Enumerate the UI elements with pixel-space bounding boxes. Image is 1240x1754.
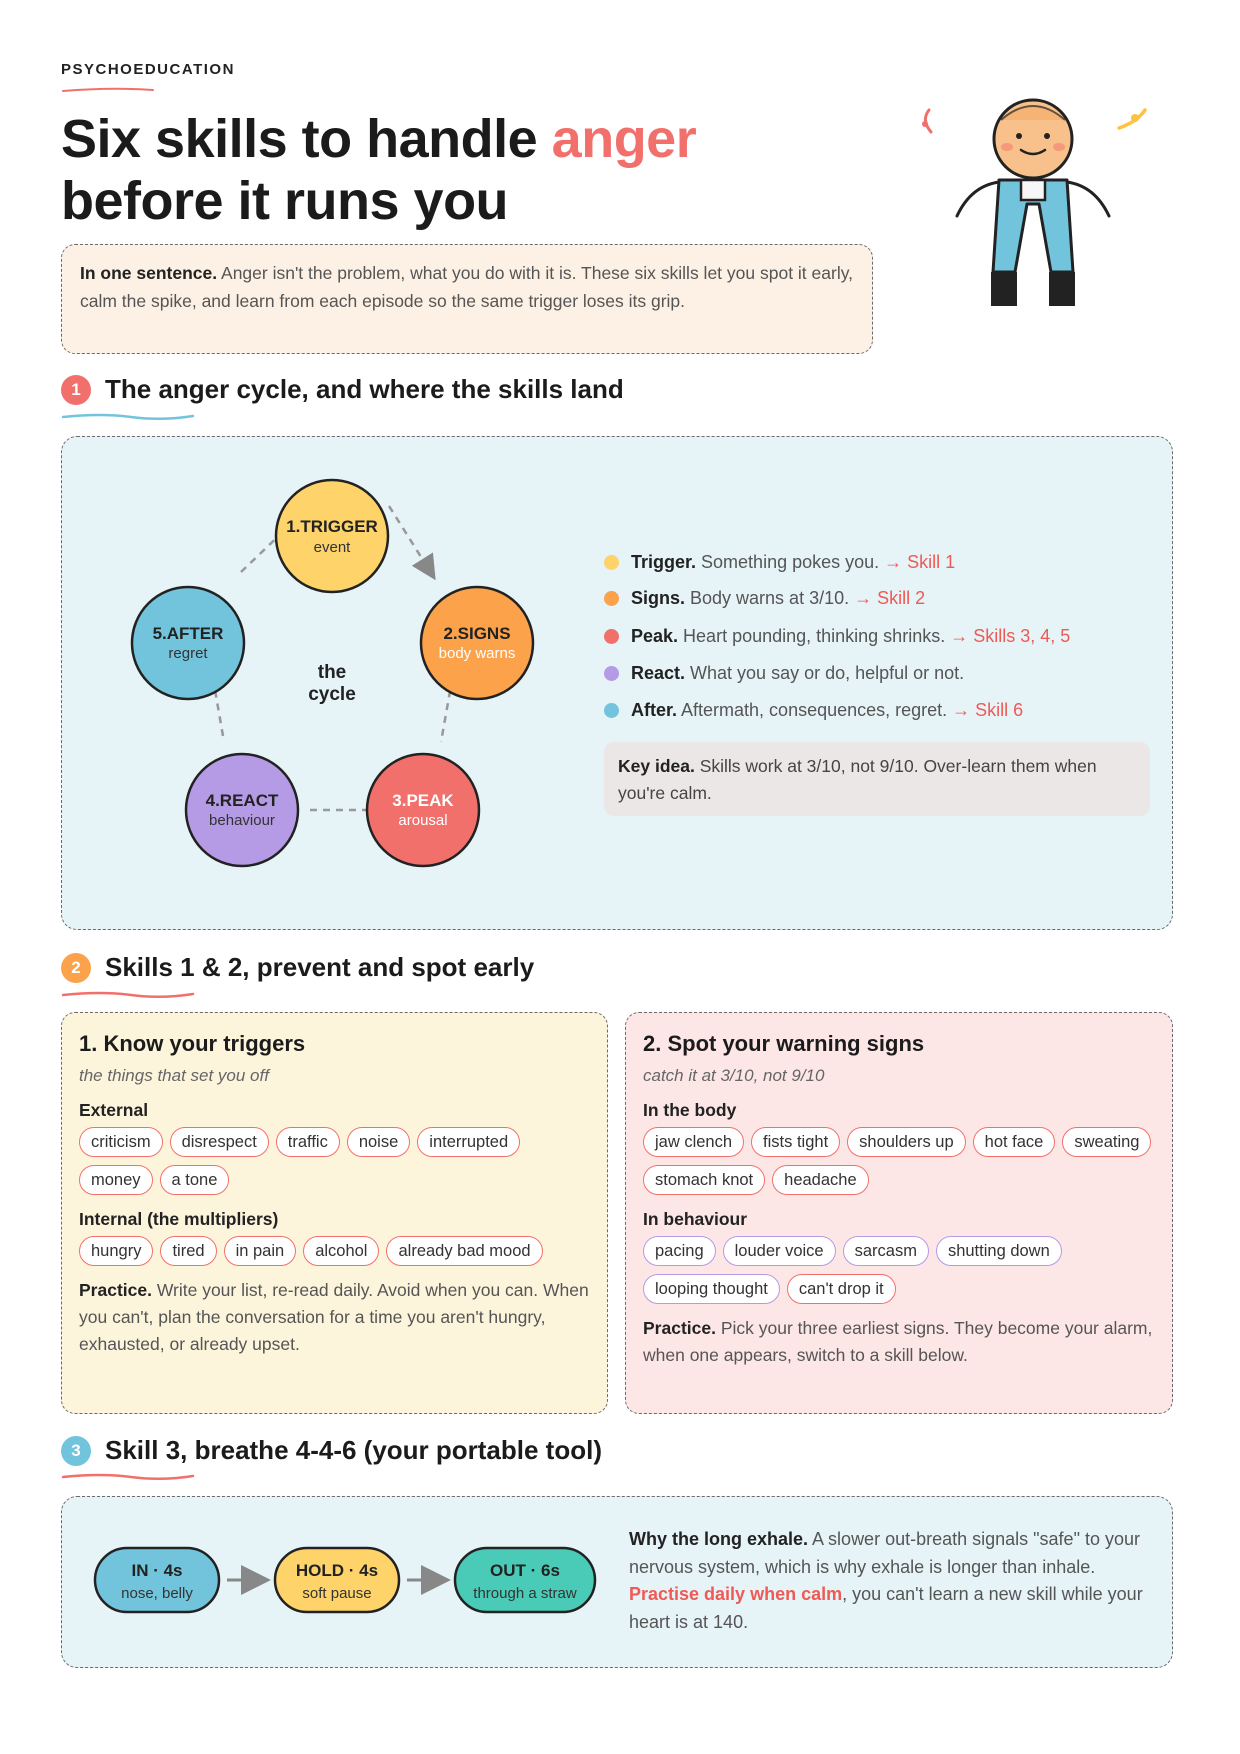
key-idea-box: Key idea. Skills work at 3/10, not 9/10. Over-learn them when you're calm. bbox=[604, 742, 1150, 816]
section-3-header bbox=[61, 1435, 602, 1466]
warning-signs-card bbox=[625, 1012, 1173, 1414]
chip: alcohol bbox=[303, 1236, 379, 1266]
svg-text:arousal: arousal bbox=[398, 812, 448, 829]
section-2-header bbox=[61, 952, 534, 983]
svg-text:regret: regret bbox=[168, 645, 208, 662]
section-1-underline bbox=[61, 412, 201, 422]
svg-text:1.TRIGGER: 1.TRIGGER bbox=[286, 517, 378, 536]
chip: noise bbox=[347, 1127, 410, 1157]
triggers-practice: Practice. Write your list, re-read daily. Avoid when you can. When you can't, plan the conversation for a time you aren't hungry, exhausted, or already upset. bbox=[79, 1280, 589, 1354]
chip: sarcasm bbox=[843, 1236, 929, 1266]
cycle-node-after bbox=[132, 587, 244, 699]
page-title: Six skills to handle anger before it runs you bbox=[61, 109, 697, 231]
chip: in pain bbox=[224, 1236, 297, 1266]
internal-chips bbox=[79, 1236, 590, 1266]
chip: stomach knot bbox=[643, 1165, 765, 1195]
legend-item-after: After. Aftermath, consequences, regret. → Skill 6 bbox=[604, 700, 1023, 721]
legend-item-peak: Peak. Heart pounding, thinking shrinks. → Skills 3, 4, 5 bbox=[604, 626, 1070, 647]
warning-practice: Practice. Pick your three earliest signs. They become your alarm, when one appears, switch to a skill below. bbox=[643, 1318, 1153, 1365]
svg-text:nose, belly: nose, belly bbox=[121, 1585, 193, 1602]
triggers-card-title: 1. Know your triggers bbox=[79, 1031, 306, 1056]
svg-text:IN · 4s: IN · 4s bbox=[131, 1561, 183, 1580]
cycle-center-label-1: the bbox=[317, 662, 347, 683]
cycle-node-signs bbox=[421, 587, 533, 699]
legend-dot bbox=[604, 703, 619, 718]
breath-step-hold bbox=[275, 1548, 399, 1612]
section-3-title: Skill 3, breathe 4-4-6 (your portable tool) bbox=[105, 1435, 602, 1465]
svg-text:body warns: body warns bbox=[438, 645, 516, 662]
breath-step-out bbox=[455, 1548, 595, 1612]
long-exhale-note: Why the long exhale. A slower out-breath signals "safe" to your nervous system, which is why exhale is longer than inhale. Practise daily when calm, you can't learn a new skill while your heart is at 140. bbox=[629, 1529, 1143, 1632]
behaviour-chips bbox=[643, 1236, 1155, 1304]
chip: can't drop it bbox=[787, 1274, 896, 1304]
legend-item-trigger: Trigger. Something pokes you. → Skill 1 bbox=[604, 552, 955, 573]
svg-text:3.PEAK: 3.PEAK bbox=[392, 791, 454, 810]
warning-card-subtitle: catch it at 3/10, not 9/10 bbox=[643, 1066, 825, 1085]
chip: money bbox=[79, 1165, 153, 1195]
external-chips bbox=[79, 1127, 590, 1195]
svg-text:OUT · 6s: OUT · 6s bbox=[490, 1561, 560, 1580]
body-chips bbox=[643, 1127, 1155, 1195]
chip: looping thought bbox=[643, 1274, 780, 1304]
section-1-title: The anger cycle, and where the skills land bbox=[105, 374, 624, 404]
anger-cycle-diagram bbox=[61, 436, 601, 930]
svg-text:behaviour: behaviour bbox=[209, 812, 275, 829]
kicker-label: PSYCHOEDUCATION bbox=[61, 61, 235, 78]
chip: shoulders up bbox=[847, 1127, 965, 1157]
kicker-underline bbox=[61, 86, 161, 94]
breath-step-in bbox=[95, 1548, 219, 1612]
cycle-node-peak bbox=[367, 754, 479, 866]
legend-item-signs: Signs. Body warns at 3/10. → Skill 2 bbox=[604, 588, 925, 609]
chip: shutting down bbox=[936, 1236, 1062, 1266]
chip: criticism bbox=[79, 1127, 163, 1157]
svg-text:4.REACT: 4.REACT bbox=[205, 791, 279, 810]
svg-text:5.AFTER: 5.AFTER bbox=[152, 624, 224, 643]
section-3-underline bbox=[61, 1472, 201, 1482]
chip: jaw clench bbox=[643, 1127, 744, 1157]
chip: fists tight bbox=[751, 1127, 840, 1157]
svg-text:event: event bbox=[313, 539, 351, 556]
title-accent: anger bbox=[551, 109, 697, 169]
chip: hot face bbox=[973, 1127, 1056, 1157]
svg-text:soft pause: soft pause bbox=[302, 1585, 372, 1602]
warning-card-title: 2. Spot your warning signs bbox=[643, 1031, 925, 1056]
chip: disrespect bbox=[170, 1127, 269, 1157]
cycle-node-trigger bbox=[276, 480, 388, 592]
chip: pacing bbox=[643, 1236, 716, 1266]
breathing-steps-diagram bbox=[61, 1496, 621, 1668]
section-2-underline bbox=[61, 990, 201, 1000]
section-2-title: Skills 1 & 2, prevent and spot early bbox=[105, 952, 535, 982]
triggers-card-subtitle: the things that set you off bbox=[79, 1066, 269, 1085]
cycle-center-label-2: cycle bbox=[308, 684, 356, 705]
svg-text:HOLD · 4s: HOLD · 4s bbox=[295, 1561, 379, 1580]
summary-box: In one sentence. Anger isn't the problem, what you do with it is. These six skills let you spot it early, calm the spike, and learn from each episode so the same trigger loses its grip. bbox=[61, 244, 873, 354]
chip: hungry bbox=[79, 1236, 153, 1266]
mascot-illustration bbox=[915, 92, 1155, 322]
external-heading: External bbox=[79, 1100, 149, 1120]
chip: a tone bbox=[160, 1165, 230, 1195]
chip: interrupted bbox=[417, 1127, 520, 1157]
cycle-node-react bbox=[186, 754, 298, 866]
legend-dot bbox=[604, 591, 619, 606]
section-1-header bbox=[61, 374, 624, 405]
legend-dot bbox=[604, 629, 619, 644]
chip: tired bbox=[160, 1236, 216, 1266]
section-2-number: 2 bbox=[61, 953, 91, 983]
chip: sweating bbox=[1062, 1127, 1151, 1157]
body-heading: In the body bbox=[643, 1100, 737, 1120]
svg-text:2.SIGNS: 2.SIGNS bbox=[443, 624, 511, 643]
legend-dot bbox=[604, 666, 619, 681]
legend-item-react: React. What you say or do, helpful or not. bbox=[604, 663, 964, 684]
section-3-number: 3 bbox=[61, 1436, 91, 1466]
chip: already bad mood bbox=[386, 1236, 542, 1266]
triggers-card bbox=[61, 1012, 608, 1414]
legend-dot bbox=[604, 555, 619, 570]
internal-heading: Internal (the multipliers) bbox=[79, 1209, 279, 1229]
chip: traffic bbox=[276, 1127, 340, 1157]
section-1-number: 1 bbox=[61, 375, 91, 405]
behaviour-heading: In behaviour bbox=[643, 1209, 748, 1229]
chip: headache bbox=[772, 1165, 869, 1195]
svg-text:through a straw: through a straw bbox=[473, 1585, 577, 1602]
chip: louder voice bbox=[723, 1236, 836, 1266]
